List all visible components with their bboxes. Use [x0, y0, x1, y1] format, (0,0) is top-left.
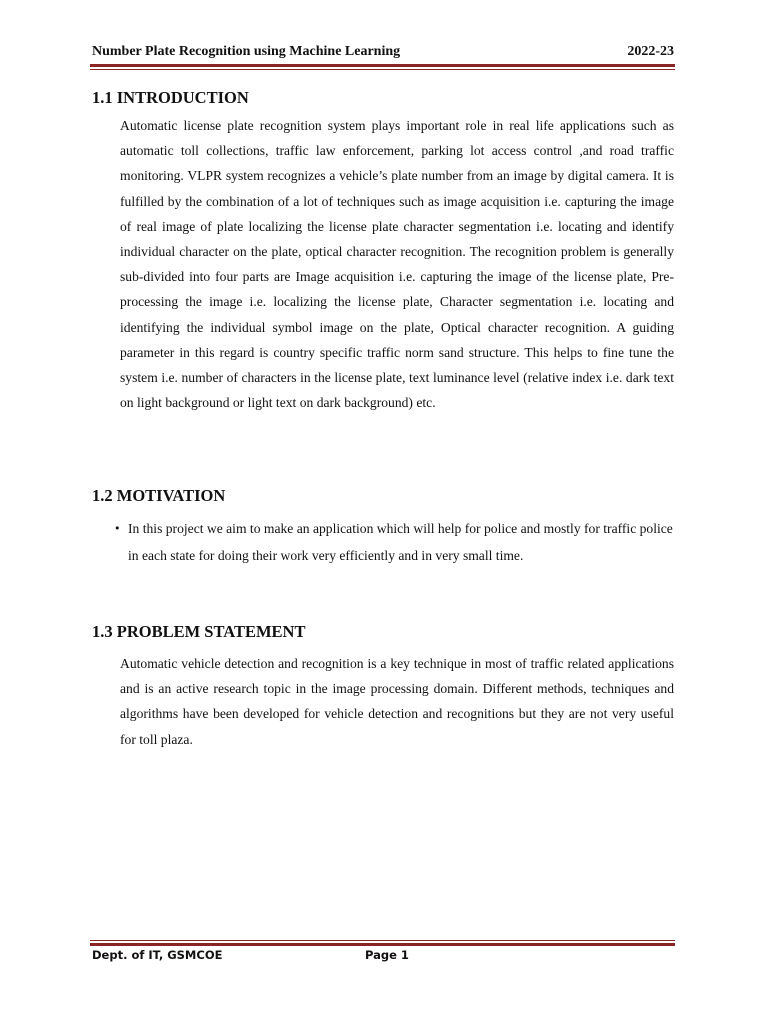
- section-heading-introduction: 1.1 INTRODUCTION: [92, 88, 249, 107]
- footer-page-number: Page 1: [365, 948, 409, 962]
- header-rule: [90, 64, 675, 70]
- footer-rule: [90, 940, 675, 946]
- section-heading-problem-statement: 1.3 PROBLEM STATEMENT: [92, 622, 306, 641]
- section-heading-motivation: 1.2 MOTIVATION: [92, 486, 226, 505]
- motivation-bullet-text: In this project we aim to make an application which will help for police and mostly for traffic police in each state for doing their work very efficiently and in very small time.: [128, 521, 673, 563]
- problem-statement-paragraph: Automatic vehicle detection and recognition is a key technique in most of traffic related applications and is an active research topic in the image processing domain. Different methods, techniques and algorithms have been developed for vehicle detection and recognitions but they are not very useful for toll plaza.: [120, 656, 674, 747]
- introduction-paragraph: Automatic license plate recognition system plays important role in real life applications such as automatic toll collections, traffic law enforcement, parking lot access control ,and road traffic monitoring. VLPR system recognizes a vehicle’s plate number from an image by digital camera. It is fulfilled by the combination of a lot of techniques such as image acquisition i.e. capturing the image of real image of plate localizing the license plate character segmentation i.e. locating and identify individual character on the plate, optical character recognition. The recognition problem is generally sub-divided into four parts are Image acquisition i.e. capturing the image of the license plate, Pre-processing the image i.e. localizing the license plate, Character segmentation i.e. locating and identifying the individual symbol image on the plate, Optical character recognition. A guiding parameter in this regard is country specific traffic norm sand structure. This helps to fine tune the system i.e. number of characters in the license plate, text luminance level (relative index i.e. dark text on light background or light text on dark background) etc.: [120, 118, 674, 411]
- bullet-icon: •: [114, 522, 121, 535]
- footer-department: Dept. of IT, GSMCOE: [92, 948, 223, 962]
- academic-year: 2022-23: [627, 44, 674, 59]
- document-title: Number Plate Recognition using Machine Learning: [92, 44, 401, 59]
- page-header: [92, 44, 674, 60]
- motivation-bullet-item: [114, 516, 674, 569]
